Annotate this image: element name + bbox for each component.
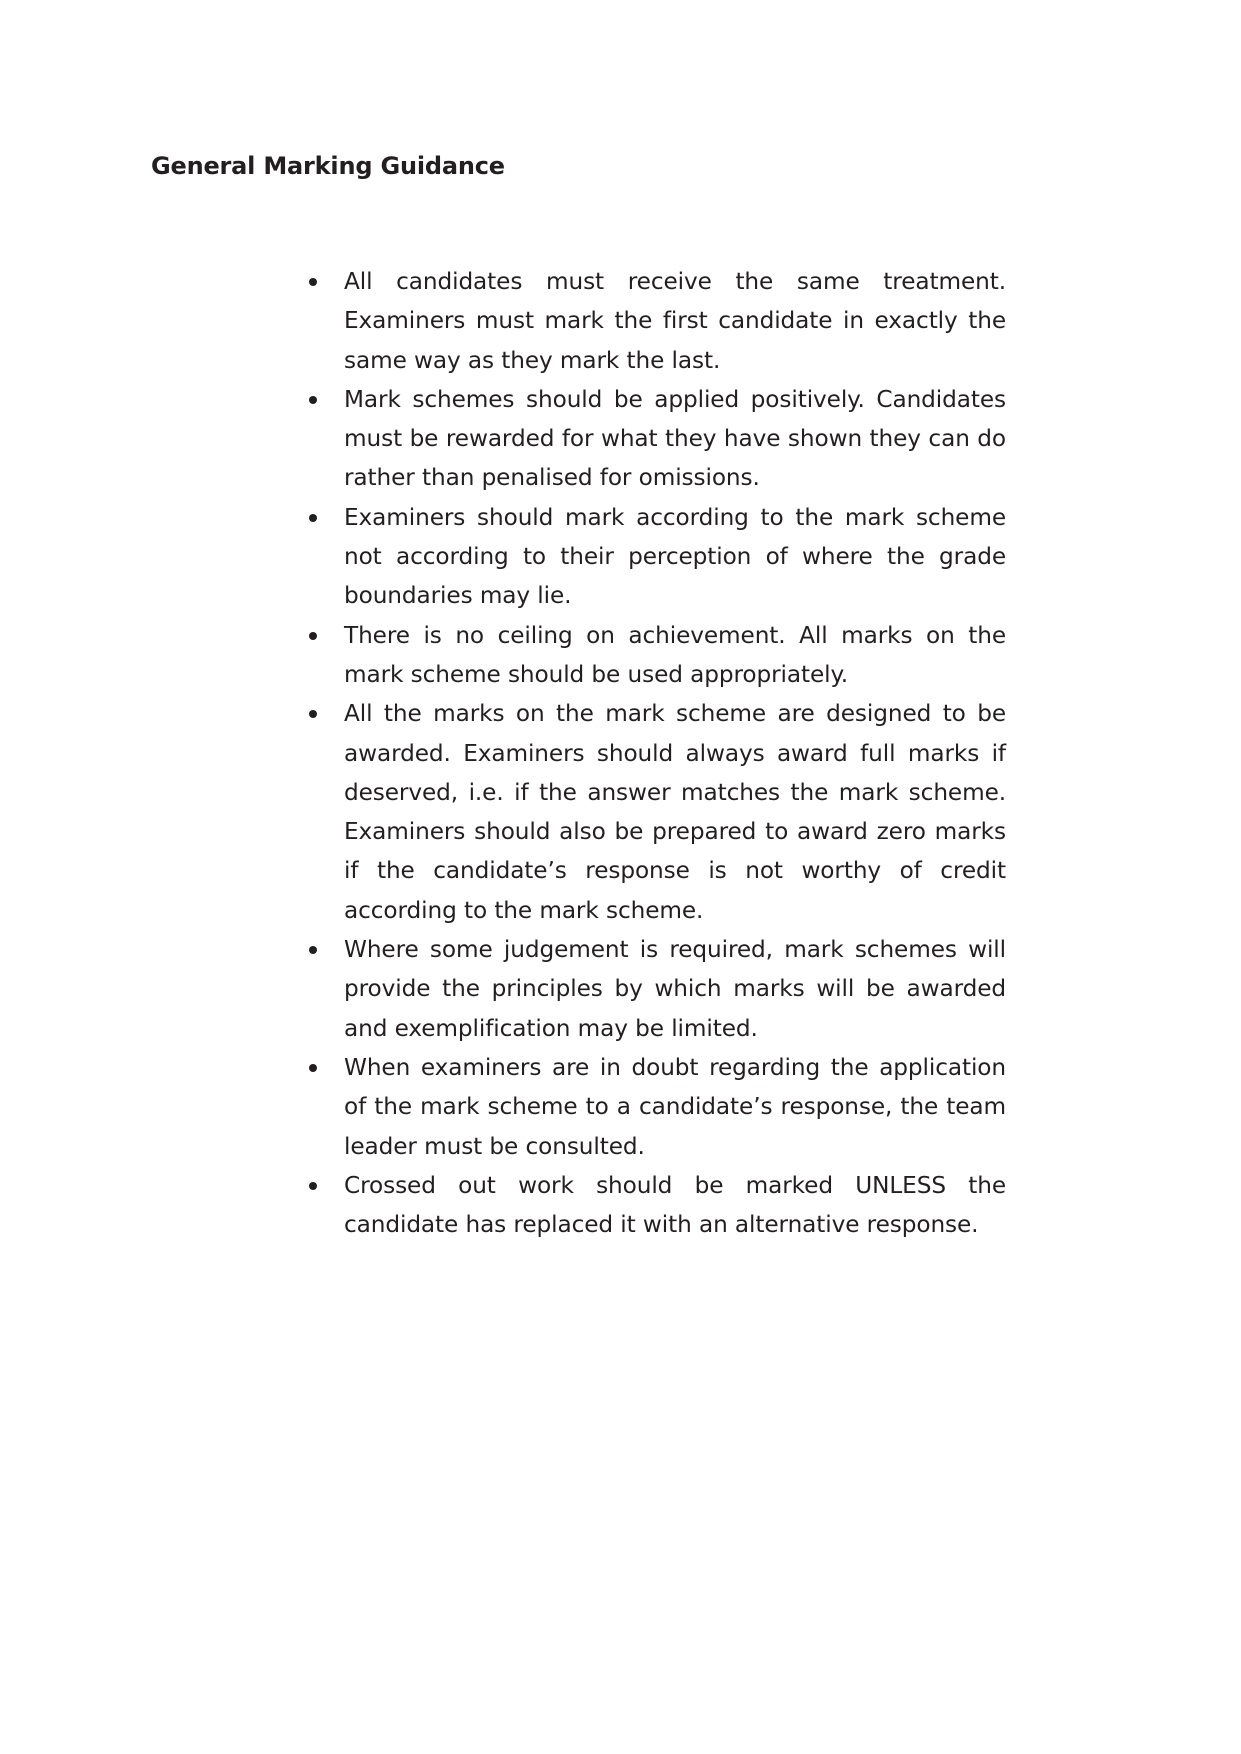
list-item	[344, 930, 1006, 1048]
list-item-text: Mark schemes should be applied positively. Candidates must be rewarded for what they have shown they can do rather than penalised for omissions.	[344, 385, 1006, 492]
list-item	[344, 1048, 1006, 1166]
bullet-icon	[309, 946, 317, 954]
bullet-icon	[309, 1182, 317, 1190]
list-item	[344, 380, 1006, 498]
list-item-text: Crossed out work should be marked UNLESS the candidate has replaced it with an alternative response.	[344, 1171, 1006, 1239]
bullet-icon	[309, 396, 317, 404]
list-item	[344, 1166, 1006, 1245]
bullet-icon	[309, 278, 317, 286]
list-item-text: Examiners should mark according to the mark scheme not according to their perception of where the grade boundaries may lie.	[344, 503, 1006, 610]
list-item-text: Where some judgement is required, mark schemes will provide the principles by which marks will be awarded and exemplification may be limited.	[344, 936, 1006, 1042]
bullet-icon	[309, 710, 317, 718]
list-item-text: All candidates must receive the same treatment. Examiners must mark the first candidate in exactly the same way as they mark the last.	[344, 268, 1006, 374]
page-title: General Marking Guidance	[151, 152, 505, 180]
list-item-text: There is no ceiling on achievement. All marks on the mark scheme should be used appropriately.	[344, 621, 1006, 688]
bullet-icon	[309, 514, 317, 522]
guidance-list	[344, 262, 1006, 1244]
bullet-icon	[309, 632, 317, 640]
list-item	[344, 694, 1006, 930]
bullet-icon	[309, 1064, 317, 1072]
list-item	[344, 498, 1006, 616]
list-item	[344, 616, 1006, 695]
list-item-text: When examiners are in doubt regarding the application of the mark scheme to a candidate’s response, the team leader must be consulted.	[344, 1053, 1006, 1160]
list-item-text: All the marks on the mark scheme are designed to be awarded. Examiners should always award full marks if deserved, i.e. if the answer matches the mark scheme. Examiners should also be prepared to award zero marks if the candidate’s response is not worthy of credit according to the mark scheme.	[344, 700, 1006, 924]
list-item	[344, 262, 1006, 380]
